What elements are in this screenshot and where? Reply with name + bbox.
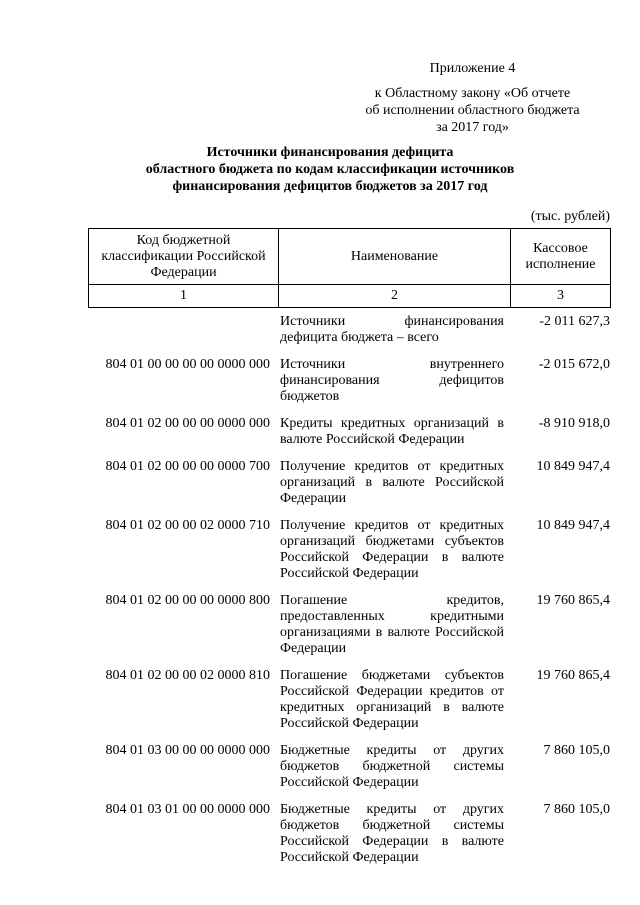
column-number: 1 <box>89 285 279 308</box>
title-line: областного бюджета по кодам классификации источников <box>145 162 515 177</box>
row-amount: -8 910 918,0 <box>538 416 610 431</box>
appendix-line: за 2017 год» <box>436 120 509 135</box>
appendix-line: об исполнении областного бюджета <box>365 103 580 118</box>
row-amount: 7 860 105,0 <box>543 802 610 817</box>
table-row <box>88 416 610 459</box>
table-row <box>88 518 610 593</box>
units-note: (тыс. рублей) <box>530 209 610 224</box>
row-name: Получение кредитов от кредитных организаций в валюте Российской Федерации <box>280 459 504 506</box>
row-amount: 19 760 865,4 <box>536 668 610 683</box>
document-title <box>60 144 600 195</box>
row-code: 804 01 02 00 00 00 0000 700 <box>105 459 270 474</box>
table-row <box>88 802 610 877</box>
row-amount: 19 760 865,4 <box>536 593 610 608</box>
row-code: 804 01 02 00 00 02 0000 810 <box>105 668 270 683</box>
row-name: Погашение кредитов, предоставленных кредитными организациями в валюте Российской Федерации <box>280 593 504 656</box>
row-amount: 7 860 105,0 <box>543 743 610 758</box>
title-line: финансирования дефицитов бюджетов за 2017 год <box>172 179 488 194</box>
table-row <box>88 743 610 802</box>
row-name: Источники внутреннего финансирования дефицитов бюджетов <box>280 357 504 404</box>
row-name: Погашение бюджетами субъектов Российской Федерации кредитов от кредитных организаций в валюте Российской Федерации <box>280 668 504 731</box>
data-table <box>88 314 610 877</box>
row-amount: -2 011 627,3 <box>539 314 610 329</box>
row-name: Источники финансирования дефицита бюджета – всего <box>280 314 504 345</box>
row-name: Получение кредитов от кредитных организаций бюджетами субъектов Российской Федерации в валюте Российской Федерации <box>280 518 504 581</box>
row-code: 804 01 00 00 00 00 0000 000 <box>105 357 270 372</box>
row-name: Кредиты кредитных организаций в валюте Российской Федерации <box>280 416 504 447</box>
row-code: 804 01 02 00 00 02 0000 710 <box>105 518 270 533</box>
appendix-label: Приложение 4 <box>429 61 516 76</box>
row-amount: 10 849 947,4 <box>536 459 610 474</box>
row-name: Бюджетные кредиты от других бюджетов бюджетной системы Российской Федерации <box>280 743 504 790</box>
table-row <box>88 357 610 416</box>
row-amount: -2 015 672,0 <box>538 357 610 372</box>
row-code: 804 01 02 00 00 00 0000 800 <box>105 593 270 608</box>
row-code: 804 01 03 00 00 00 0000 000 <box>105 743 270 758</box>
table-row <box>88 593 610 668</box>
table-row <box>88 459 610 518</box>
column-number: 3 <box>511 285 611 308</box>
row-code: 804 01 03 01 00 00 0000 000 <box>105 802 270 817</box>
title-line: Источники финансирования дефицита <box>206 145 454 160</box>
column-number: 2 <box>279 285 511 308</box>
row-amount: 10 849 947,4 <box>536 518 610 533</box>
header-name: Наименование <box>279 229 511 285</box>
header-amount: Кассовое исполнение <box>511 229 611 285</box>
appendix-line: к Областному закону «Об отчете <box>374 86 571 101</box>
table-row <box>88 668 610 743</box>
table-row <box>88 314 610 357</box>
appendix-block <box>340 60 605 136</box>
row-name: Бюджетные кредиты от других бюджетов бюджетной системы Российской Федерации в валюте Российской Федерации <box>280 802 504 865</box>
table-header <box>88 228 611 308</box>
row-code <box>88 314 278 357</box>
row-code: 804 01 02 00 00 00 0000 000 <box>105 416 270 431</box>
header-code: Код бюджетной классификации Российской Федерации <box>89 229 279 285</box>
